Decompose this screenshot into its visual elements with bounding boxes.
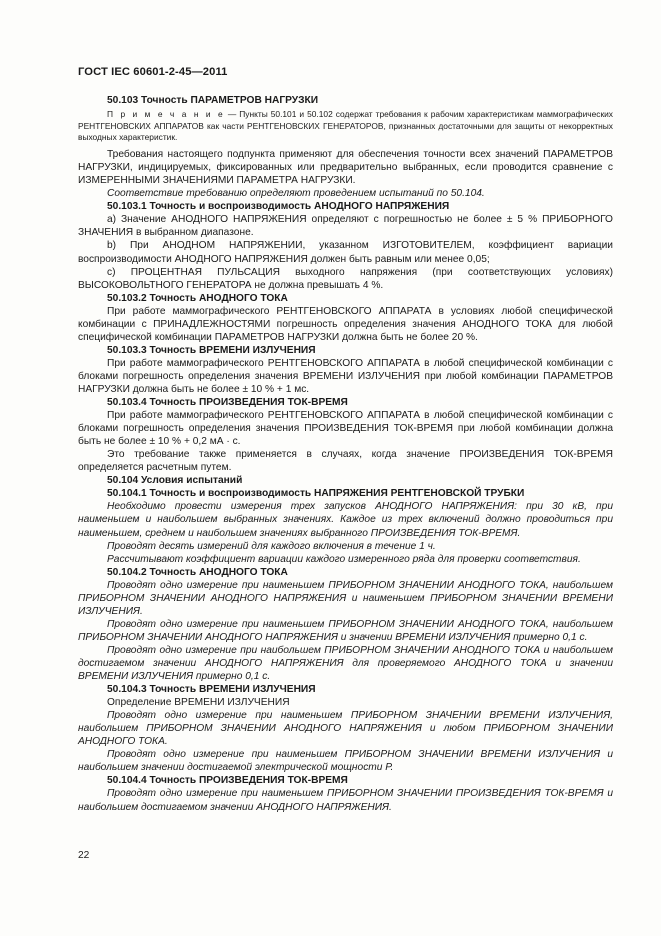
paragraph: Это требование также применяется в случаях, когда значение ПРОИЗВЕДЕНИЯ ТОК-ВРЕМЯ определяется расчетным путем.: [78, 449, 613, 474]
paragraph: При работе маммографического РЕНТГЕНОВСКОГО АППАРАТА в условиях любой специфической комбинации с ПРИНАДЛЕЖНОСТЯМИ погрешность определения значения АНОДНОГО ТОКА для любой специфической комбинации ПАРАМЕТРОВ НАГРУЗКИ должна быть не более 20 %.: [78, 305, 613, 343]
section-heading-50-103: 50.103 Точность ПАРАМЕТРОВ НАГРУЗКИ: [107, 95, 319, 106]
paragraph: Соответствие требованию определяют проведением испытаний по 50.104.: [107, 188, 485, 200]
section-heading-50-104-2: 50.104.2 Точность АНОДНОГО ТОКА: [107, 566, 288, 578]
document-header: ГОСТ IEC 60601-2-45—2011: [78, 66, 228, 78]
section-heading-50-103-1: 50.103.1 Точность и воспроизводимость АНОДНОГО НАПРЯЖЕНИЯ: [107, 201, 450, 213]
list-item-c: с) ПРОЦЕНТНАЯ ПУЛЬСАЦИЯ выходного напряжения (при соответствующих условиях) ВЫСОКОВОЛЬТНОГО ГЕНЕРАТОРА не должна превышать 4 %.: [78, 266, 613, 291]
section-heading-50-103-4: 50.103.4 Точность ПРОИЗВЕДЕНИЯ ТОК-ВРЕМЯ: [107, 397, 348, 409]
paragraph: Проводят одно измерение при наименьшем ПРИБОРНОМ ЗНАЧЕНИИ ПРОИЗВЕДЕНИЯ ТОК-ВРЕМЯ и наибольшем достигаемом значении АНОДНОГО НАПРЯЖЕНИЯ.: [78, 788, 613, 813]
document-body: [78, 94, 613, 814]
paragraph: Необходимо провести измерения трех запусков АНОДНОГО НАПРЯЖЕНИЯ: при 30 кВ, при наименьшем и наибольшем выбранных значениях. Каждое из трех включений должно проводиться при наименьшем, среднем и наибольшем значениях выбранного ПРОИЗВЕДЕНИЯ ТОК-ВРЕМЯ.: [78, 501, 613, 539]
list-item-b: b) При АНОДНОМ НАПРЯЖЕНИИ, указанном ИЗГОТОВИТЕЛЕМ, коэффициент вариации воспроизводимости АНОДНОГО НАПРЯЖЕНИЯ должен быть равным или менее 0,05;: [78, 240, 613, 265]
paragraph: При работе маммографического РЕНТГЕНОВСКОГО АППАРАТА в любой специфической комбинации с блоками погрешность определения значения ПРОИЗВЕДЕНИЯ ТОК-ВРЕМЯ при любой комбинации должна быть не более ± 10 % + 0,2 мА · с.: [78, 410, 613, 448]
section-heading-50-104: 50.104 Условия испытаний: [107, 475, 243, 487]
section-heading-50-104-3: 50.104.3 Точность ВРЕМЕНИ ИЗЛУЧЕНИЯ: [107, 684, 316, 696]
paragraph: Проводят десять измерений для каждого включения в течение 1 ч.: [107, 540, 436, 552]
paragraph: Требования настоящего подпункта применяют для обеспечения точности всех значений ПАРАМЕТРОВ НАГРУЗКИ, индицируемых, фиксированных или предварительно выбранных, если проводится сравнение с ИЗМЕРЕННЫМИ ЗНАЧЕНИЯМИ ПАРАМЕТРА НАГРУЗКИ.: [78, 149, 613, 187]
paragraph: Проводят одно измерение при наибольшем ПРИБОРНОМ ЗНАЧЕНИИ АНОДНОГО ТОКА и наибольшем достигаемом значении АНОДНОГО НАПРЯЖЕНИЯ для проверяемого АНОДНОГО ТОКА и значении ВРЕМЕНИ ИЗЛУЧЕНИЯ примерно 0,1 с.: [78, 644, 613, 683]
paragraph: Проводят одно измерение при наименьшем ПРИБОРНОМ ЗНАЧЕНИИ ВРЕМЕНИ ИЗЛУЧЕНИЯ, наибольшем ПРИБОРНОМ ЗНАЧЕНИИ АНОДНОГО НАПРЯЖЕНИЯ и любом ПРИБОРНОМ ЗНАЧЕНИИ АНОДНОГО ТОКА.: [78, 710, 613, 748]
paragraph: Проводят одно измерение при наименьшем ПРИБОРНОМ ЗНАЧЕНИИ АНОДНОГО ТОКА, наибольшем ПРИБОРНОМ ЗНАЧЕНИИ АНОДНОГО НАПРЯЖЕНИЯ и значении ВРЕМЕНИ ИЗЛУЧЕНИЯ примерно 0,1 с.: [78, 618, 613, 643]
paragraph: Проводят одно измерение при наименьшем ПРИБОРНОМ ЗНАЧЕНИИ ВРЕМЕНИ ИЗЛУЧЕНИЯ и наибольшем значении достигаемой электрической мощности Р.: [78, 749, 613, 774]
section-heading-50-103-3: 50.103.3 Точность ВРЕМЕНИ ИЗЛУЧЕНИЯ: [107, 344, 316, 356]
paragraph: Проводят одно измерение при наименьшем ПРИБОРНОМ ЗНАЧЕНИИ АНОДНОГО ТОКА, наибольшем ПРИБОРНОМ ЗНАЧЕНИИ АНОДНОГО НАПРЯЖЕНИЯ и наименьшем ПРИБОРНОМ ЗНАЧЕНИИ ВРЕМЕНИ ИЗЛУЧЕНИЯ.: [78, 579, 613, 617]
section-heading-50-104-4: 50.104.4 Точность ПРОИЗВЕДЕНИЯ ТОК-ВРЕМЯ: [107, 775, 348, 787]
section-heading-50-104-1: 50.104.1 Точность и воспроизводимость НАПРЯЖЕНИЯ РЕНТГЕНОВСКОЙ ТРУБКИ: [107, 488, 525, 500]
note-paragraph: [78, 109, 613, 144]
paragraph: Определение ВРЕМЕНИ ИЗЛУЧЕНИЯ: [107, 697, 290, 709]
note-text: — Пункты 50.101 и 50.102 содержат требования к рабочим характеристикам маммографических РЕНТГЕНОВСКИХ АППАРАТОВ как части РЕНТГЕНОВСКИХ ГЕНЕРАТОРОВ, признанных достаточными для защиты от некорректных выходных характеристик.: [78, 109, 613, 143]
paragraph: При работе маммографического РЕНТГЕНОВСКОГО АППАРАТА в любой специфической комбинации с блоками погрешность определения значения ВРЕМЕНИ ИЗЛУЧЕНИЯ при любой комбинации ПАРАМЕТРОВ НАГРУЗКИ должна быть не более ± 10 % + 1 мс.: [78, 357, 613, 395]
page-number: 22: [78, 850, 90, 861]
paragraph: Рассчитывают коэффициент вариации каждого измеренного ряда для проверки соответствия.: [107, 553, 581, 565]
section-heading-50-103-2: 50.103.2 Точность АНОДНОГО ТОКА: [107, 292, 288, 304]
list-item-a: а) Значение АНОДНОГО НАПРЯЖЕНИЯ определяют с погрешностью не более ± 5 % ПРИБОРНОГО ЗНАЧЕНИЯ в выбранном диапазоне.: [78, 214, 613, 239]
note-label: П р и м е ч а н и е: [107, 109, 225, 120]
